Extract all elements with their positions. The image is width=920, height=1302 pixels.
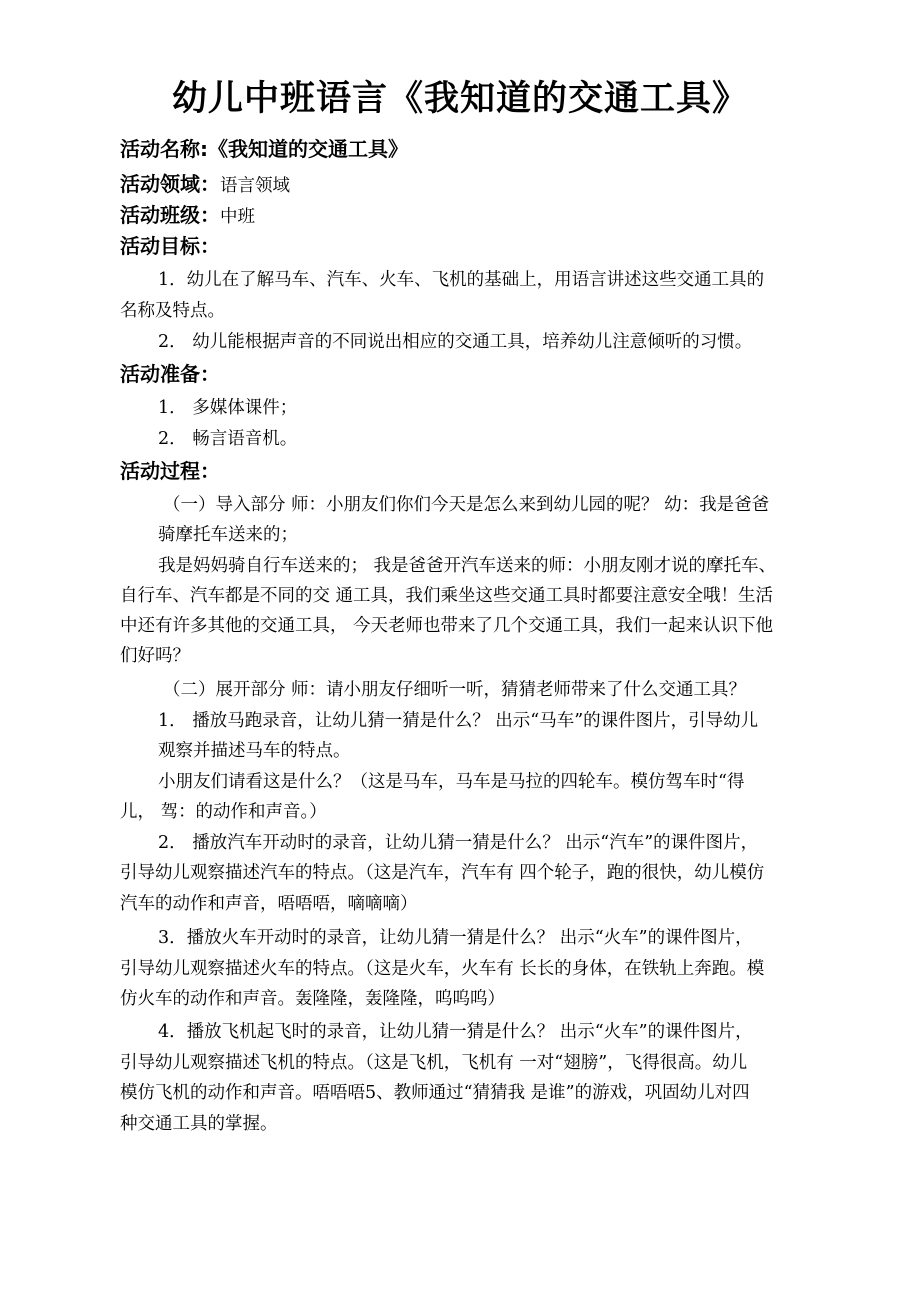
process-line: 1． 播放马跑录音，让幼儿猜一猜是什么？ 出示“马车”的课件图片，引导幼儿: [158, 711, 759, 731]
process-line: 4．播放飞机起飞时的录音，让幼儿猜一猜是什么？ 出示“火车”的课件图片，: [158, 1022, 753, 1042]
process-line: 2． 播放汽车开动时的录音，让幼儿猜一猜是什么？ 出示“汽车”的课件图片，: [158, 833, 759, 853]
process-line: 种交通工具的掌握。: [120, 1114, 278, 1134]
process-line: 儿， 驾：的动作和声音。）: [120, 802, 327, 822]
process-line: 骑摩托车送来的；: [158, 525, 298, 545]
prep-line: 2． 畅言语音机。: [158, 429, 298, 449]
process-line: （二）展开部分 师：请小朋友仔细听一听，猜猜老师带来了什么交通工具？: [163, 680, 747, 700]
field-label: 活动班级：: [120, 203, 220, 227]
field-activity-domain: [120, 169, 290, 201]
process-line: 自行车、汽车都是不同的交 通工具，我们乘坐这些交通工具时都要注意安全哦！生活: [120, 586, 774, 606]
process-heading: 活动过程：: [120, 459, 220, 483]
process-line: 我是妈妈骑自行车送来的； 我是爸爸开汽车送来的师：小朋友刚才说的摩托车、: [158, 556, 777, 576]
process-line: 引导幼儿观察描述汽车的特点。（这是汽车，汽车有 四个轮子，跑的很快，幼儿模仿: [120, 863, 765, 883]
field-value: 《我知道的交通工具》: [208, 137, 408, 161]
process-line: （一）导入部分 师：小朋友们你们今天是怎么来到幼儿园的呢？ 幼：我是爸爸: [163, 495, 770, 515]
goals-line: 2． 幼儿能根据声音的不同说出相应的交通工具，培养幼儿注意倾听的习惯。: [158, 332, 753, 352]
process-line: 3．播放火车开动时的录音，让幼儿猜一猜是什么？ 出示“火车”的课件图片，: [158, 928, 753, 948]
field-value: 中班: [220, 207, 255, 227]
goals-heading: 活动目标：: [120, 234, 220, 258]
process-line: 模仿飞机的动作和声音。唔唔唔5、教师通过“猜猜我 是谁”的游戏，巩固幼儿对四: [120, 1083, 750, 1103]
goals-line: 名称及特点。: [120, 301, 225, 321]
process-line: 仿火车的动作和声音。轰隆隆，轰隆隆，呜呜呜）: [120, 989, 505, 1009]
page-title: 幼儿中班语言《我知道的交通工具》: [171, 79, 748, 119]
process-line: 们好吗？: [120, 646, 190, 666]
field-label: 活动领域：: [120, 172, 220, 196]
process-line: 观察并描述马车的特点。: [158, 741, 351, 761]
field-activity-name: [120, 134, 408, 166]
field-label: 活动名称:: [120, 137, 208, 161]
process-line: 小朋友们请看这是什么？（这是马车，马车是马拉的四轮车。模仿驾车时“得: [158, 772, 745, 792]
process-line: 引导幼儿观察描述火车的特点。（这是火车，火车有 长长的身体，在铁轨上奔跑。模: [120, 959, 765, 979]
prep-line: 1． 多媒体课件；: [158, 398, 298, 418]
goals-line: 1．幼儿在了解马车、汽车、火车、飞机的基础上，用语言讲述这些交通工具的: [158, 270, 765, 290]
field-activity-class: [120, 200, 255, 232]
process-line: 引导幼儿观察描述飞机的特点。（这是飞机，飞机有 一对“翅膀”，飞得很高。幼儿: [120, 1053, 748, 1073]
process-line: 汽车的动作和声音，唔唔唔，嘀嘀嘀）: [120, 894, 418, 914]
prep-heading: 活动准备：: [120, 362, 220, 386]
process-line: 中还有许多其他的交通工具， 今天老师也带来了几个交通工具，我们一起来认识下他: [120, 616, 774, 636]
field-value: 语言领域: [220, 176, 290, 196]
